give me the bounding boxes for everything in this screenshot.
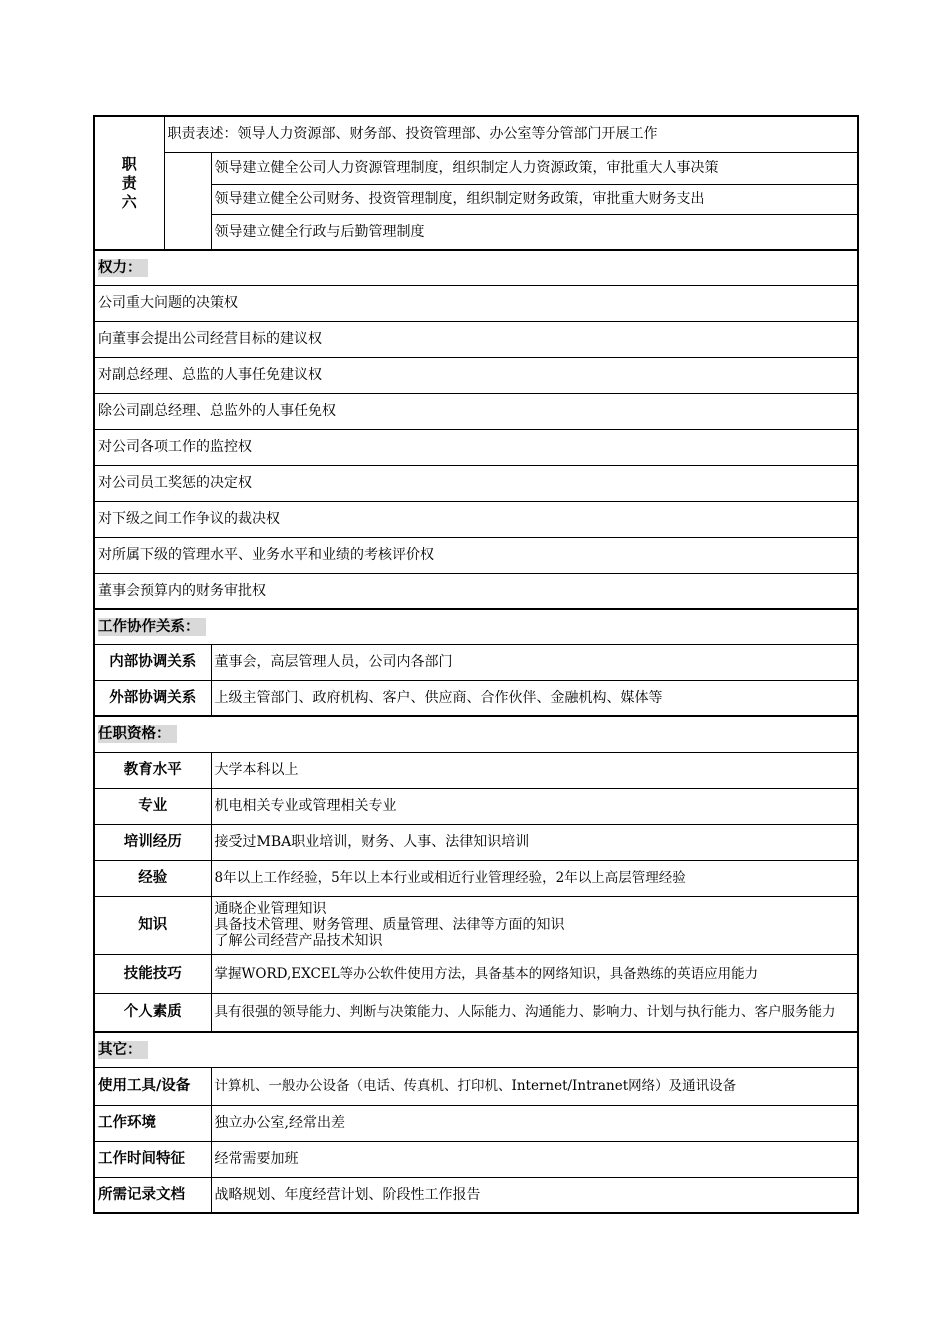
other-label: 工作环境 (94, 1105, 211, 1141)
other-value: 战略规划、年度经营计划、阶段性工作报告 (211, 1177, 858, 1213)
qualification-label: 教育水平 (94, 752, 211, 788)
relations-value: 董事会，高层管理人员，公司内各部门 (211, 644, 858, 680)
qualifications-section-header (94, 716, 858, 752)
qualification-value: 接受过MBA职业培训，财务、人事、法律知识培训 (211, 824, 858, 860)
other-label: 使用工具/设备 (94, 1067, 211, 1105)
relations-label: 外部协调关系 (94, 680, 211, 716)
qualification-value: 掌握WORD,EXCEL等办公软件使用方法，具备基本的网络知识，具备熟练的英语应用能力 (211, 954, 858, 993)
duty6-item: 领导建立健全公司人力资源管理制度，组织制定人力资源政策，审批重大人事决策 (211, 152, 858, 184)
qualification-value: 具有很强的领导能力、判断与决策能力、人际能力、沟通能力、影响力、计划与执行能力、客户服务能力 (211, 993, 858, 1032)
qualification-line: 通晓企业管理知识 (214, 901, 327, 917)
other-value: 计算机、一般办公设备（电话、传真机、打印机、Internet/Intranet网络）及通讯设备 (211, 1067, 858, 1105)
relations-label: 内部协调关系 (94, 644, 211, 680)
job-description-table (93, 115, 859, 1214)
duty6-spacer (164, 152, 211, 250)
duty6-label-char: 责 (121, 173, 137, 192)
qualification-label: 专业 (94, 788, 211, 824)
authority-item: 对副总经理、总监的人事任免建议权 (94, 357, 858, 393)
qualification-label: 知识 (94, 896, 211, 954)
duty6-label-char: 六 (121, 192, 137, 211)
relations-title: 工作协作关系： (98, 618, 206, 636)
authority-item: 对公司员工奖惩的决定权 (94, 465, 858, 501)
duty6-item: 领导建立健全公司财务、投资管理制度，组织制定财务政策，审批重大财务支出 (211, 184, 858, 214)
duty6-summary: 职责表述：领导人力资源部、财务部、投资管理部、办公室等分管部门开展工作 (164, 116, 858, 152)
qualification-value: 机电相关专业或管理相关专业 (211, 788, 858, 824)
other-label: 所需记录文档 (94, 1177, 211, 1213)
job-description-sheet (93, 115, 857, 1214)
qualifications-title: 任职资格： (98, 725, 177, 743)
authority-item: 对下级之间工作争议的裁决权 (94, 501, 858, 537)
qualification-line: 具备技术管理、财务管理、质量管理、法律等方面的知识 (214, 917, 565, 933)
authority-section-header (94, 250, 858, 285)
other-label: 工作时间特征 (94, 1141, 211, 1177)
authority-item: 公司重大问题的决策权 (94, 285, 858, 321)
other-value: 独立办公室,经常出差 (211, 1105, 858, 1141)
qualification-value: 大学本科以上 (211, 752, 858, 788)
authority-item: 对公司各项工作的监控权 (94, 429, 858, 465)
qualification-line: 了解公司经营产品技术知识 (214, 933, 383, 949)
qualification-label: 个人素质 (94, 993, 211, 1032)
other-section-header (94, 1032, 858, 1067)
qualification-label: 培训经历 (94, 824, 211, 860)
qualification-label: 技能技巧 (94, 954, 211, 993)
authority-item: 董事会预算内的财务审批权 (94, 573, 858, 609)
duty6-label (94, 116, 164, 250)
qualification-value: 8年以上工作经验，5年以上本行业或相近行业管理经验，2年以上高层管理经验 (211, 860, 858, 896)
qualification-value-multiline (211, 896, 858, 954)
relations-value: 上级主管部门、政府机构、客户、供应商、合作伙伴、金融机构、媒体等 (211, 680, 858, 716)
relations-section-header (94, 609, 858, 644)
other-title: 其它： (98, 1041, 148, 1059)
duty6-item: 领导建立健全行政与后勤管理制度 (211, 214, 858, 250)
authority-item: 向董事会提出公司经营目标的建议权 (94, 321, 858, 357)
authority-item: 除公司副总经理、总监外的人事任免权 (94, 393, 858, 429)
qualification-label: 经验 (94, 860, 211, 896)
other-value: 经常需要加班 (211, 1141, 858, 1177)
duty6-label-char: 职 (121, 154, 137, 173)
authority-title: 权力： (98, 259, 148, 277)
authority-item: 对所属下级的管理水平、业务水平和业绩的考核评价权 (94, 537, 858, 573)
